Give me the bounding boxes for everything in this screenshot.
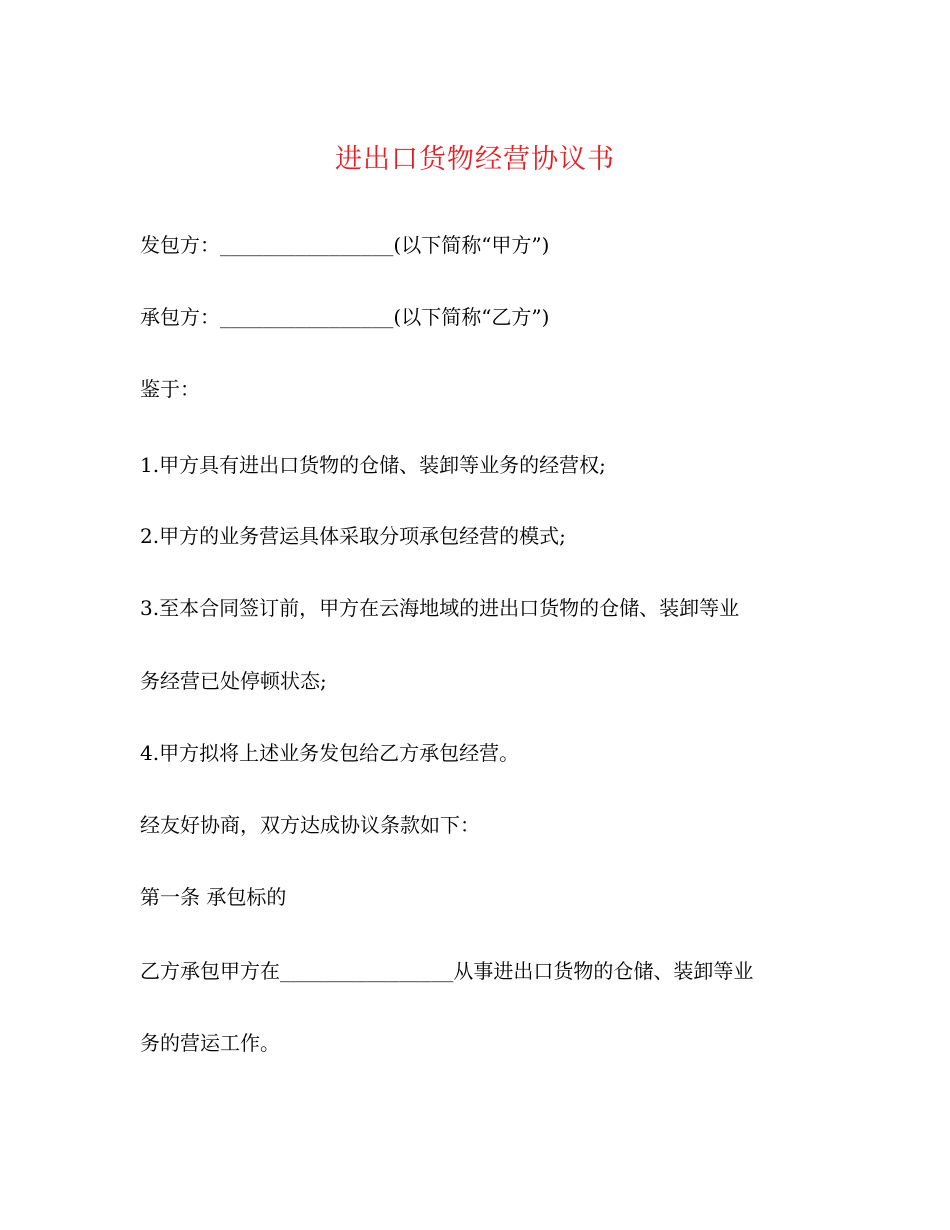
party-b-suffix: (以下简称“乙方”)	[393, 305, 550, 329]
agreement-intro: 经友好协商，双方达成协议条款如下：	[140, 813, 480, 837]
article-1-text	[140, 956, 820, 988]
article-1-continued: 务的营运工作。	[140, 1031, 280, 1055]
article-1-heading: 第一条 承包标的	[140, 885, 287, 909]
article-1-blank: ________________	[280, 962, 454, 983]
article-1-suffix: 从事进出口货物的仓储、装卸等业	[453, 959, 754, 983]
party-b-label: 承包方：	[140, 305, 220, 329]
article-1-prefix: 乙方承包甲方在	[140, 959, 280, 983]
party-a-suffix: (以下简称“甲方”)	[393, 233, 550, 257]
clause-4: 4.甲方拟将上述业务发包给乙方承包经营。	[140, 741, 520, 765]
clause-2: 2.甲方的业务营运具体采取分项承包经营的模式;	[140, 524, 566, 548]
clause-3-continued: 务经营已处停顿状态;	[140, 669, 327, 693]
clause-3: 3.至本合同签订前，甲方在云海地域的进出口货物的仓储、装卸等业	[140, 596, 740, 620]
whereas-heading: 鉴于：	[140, 377, 200, 401]
party-b-line	[140, 302, 820, 334]
document-title: 进出口货物经营协议书	[335, 144, 615, 175]
party-a-label: 发包方：	[140, 233, 220, 257]
party-b-blank: ________________	[220, 308, 394, 329]
party-a-blank: ________________	[220, 236, 394, 257]
clause-1: 1.甲方具有进出口货物的仓储、装卸等业务的经营权;	[140, 453, 606, 477]
party-a-line	[140, 230, 820, 262]
